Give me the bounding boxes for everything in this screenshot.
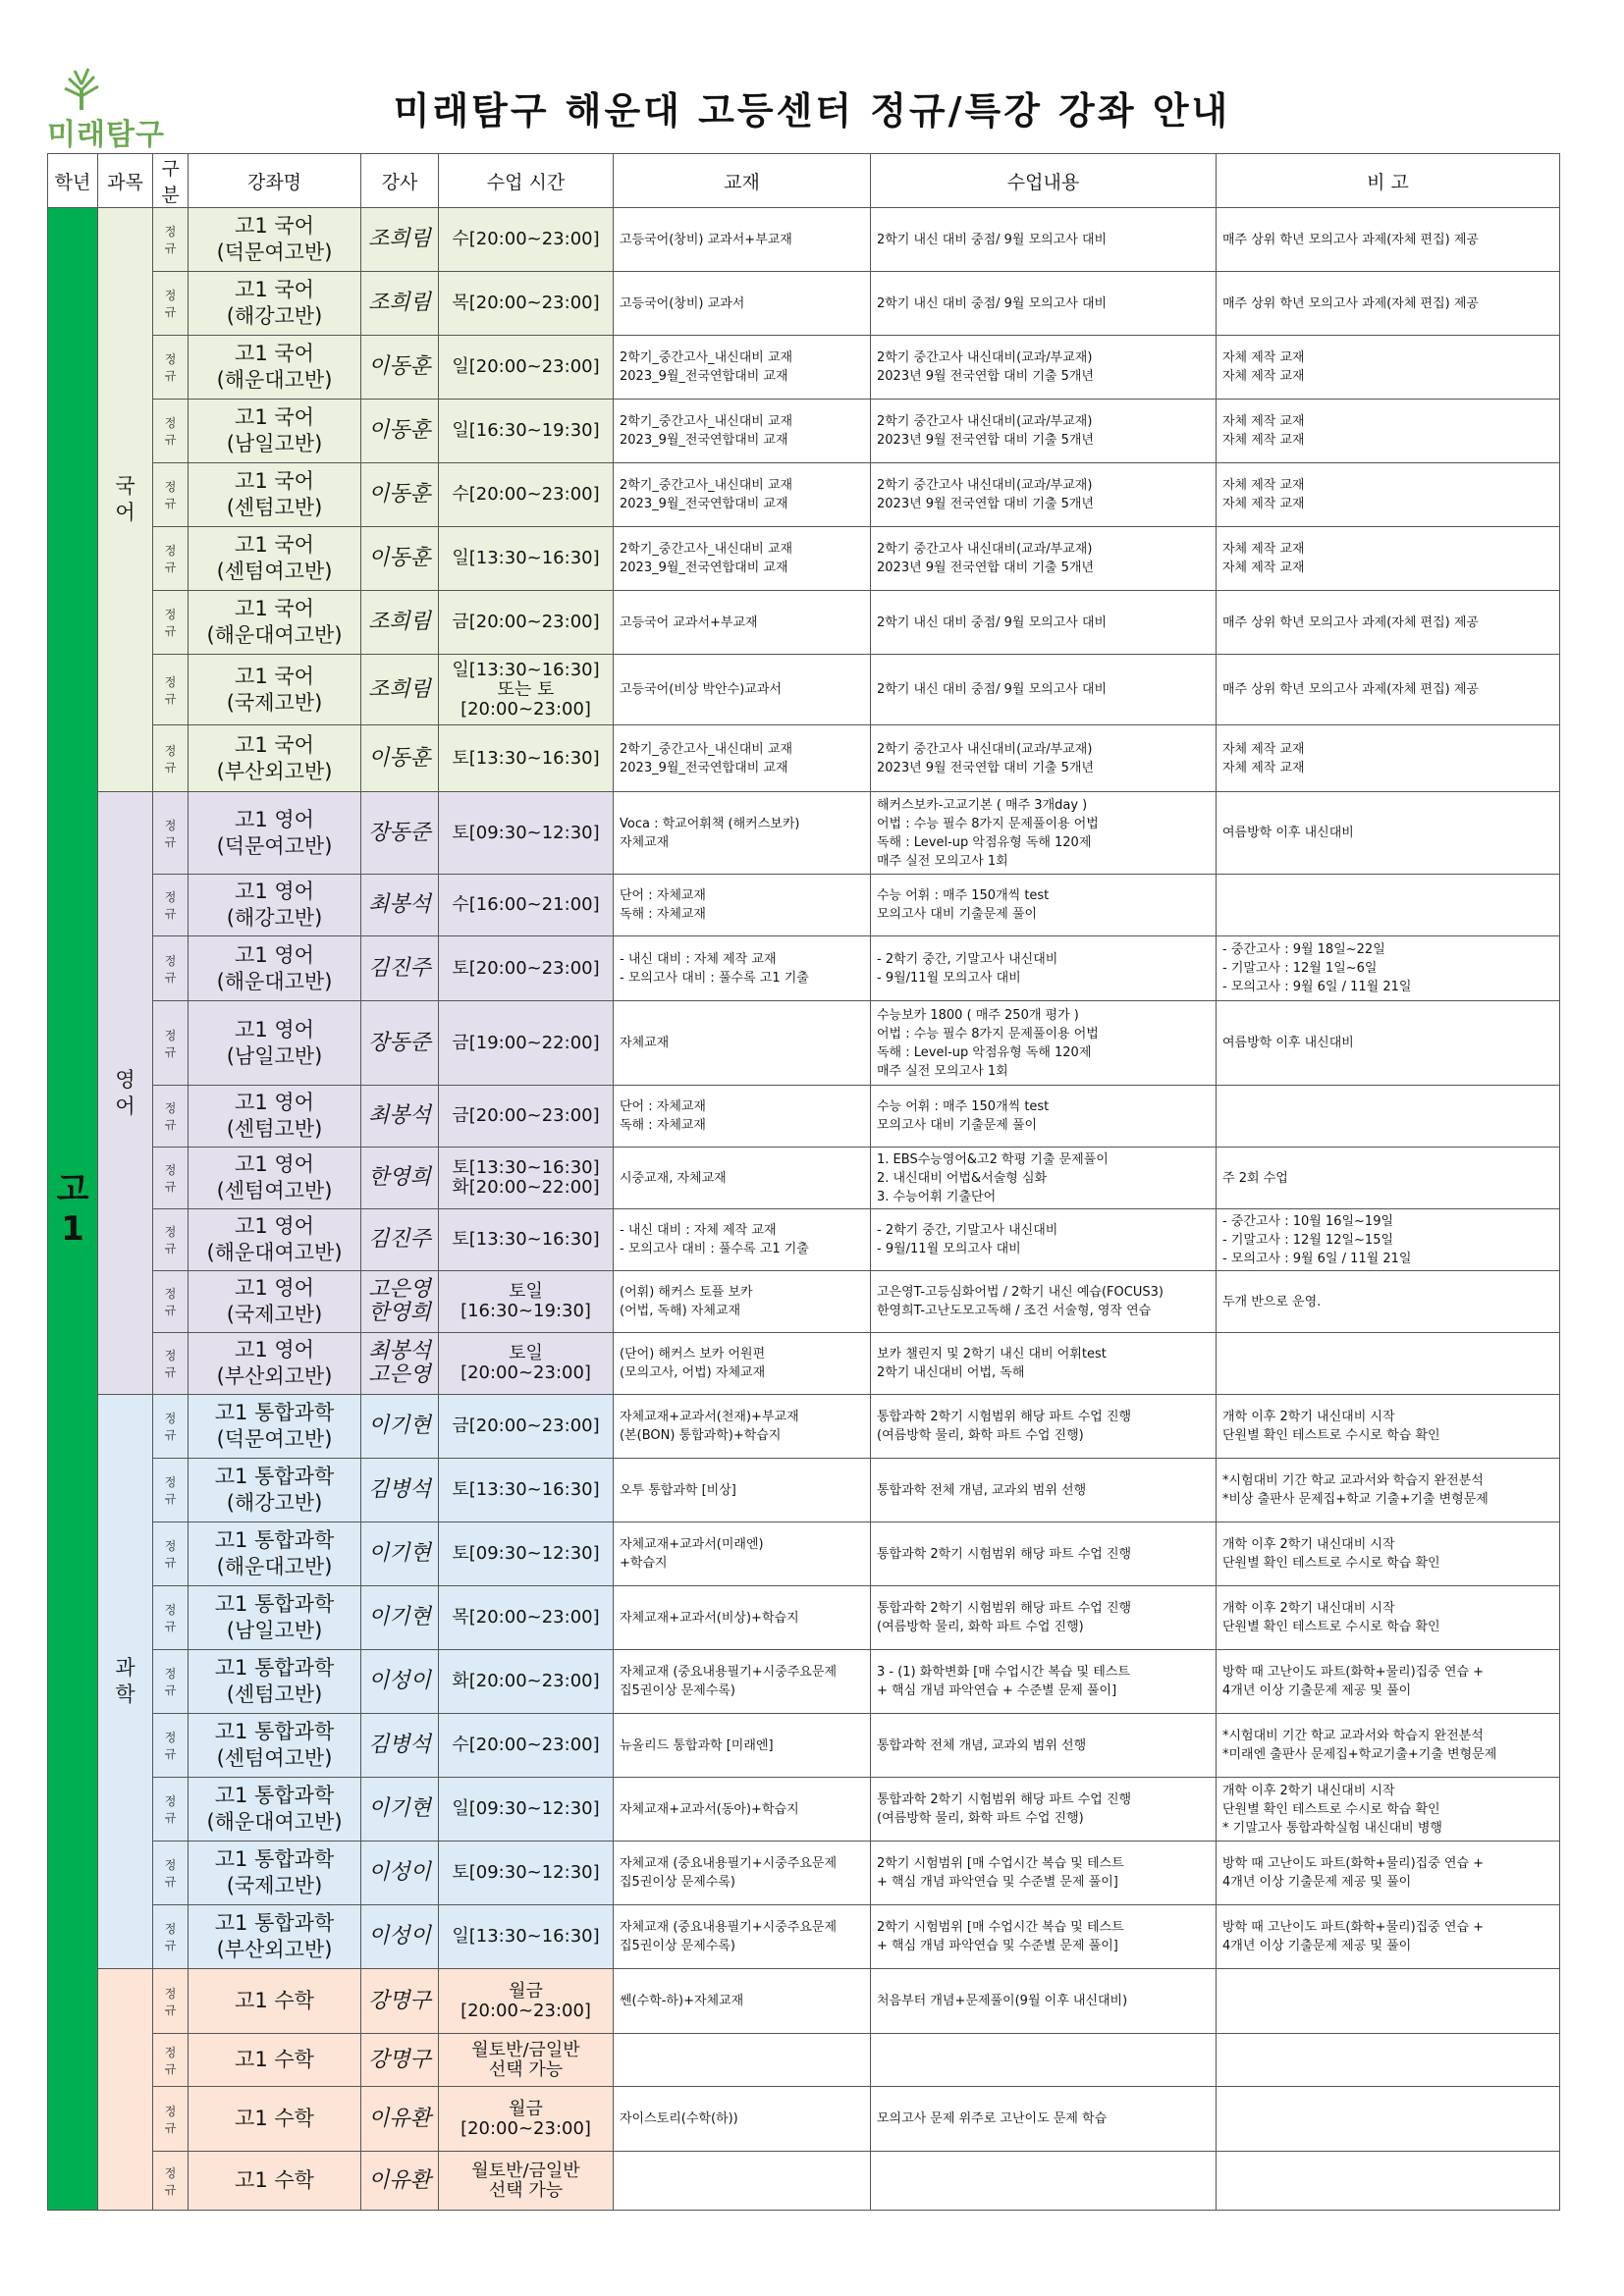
class-time: 토[13:30~16:30] bbox=[439, 725, 614, 792]
teacher-name: 장동준 bbox=[361, 1001, 439, 1086]
kind-cell: 정규 bbox=[153, 655, 189, 725]
textbook-cell: (어휘) 해커스 토플 보카 (어법, 독해) 자체교재 bbox=[614, 1271, 871, 1333]
note-cell: 자체 제작 교재 자체 제작 교재 bbox=[1217, 336, 1560, 400]
textbook-cell: 2학기_중간고사_내신대비 교재 2023_9월_전국연합대비 교재 bbox=[614, 527, 871, 591]
teacher-name: 강명구 bbox=[361, 2034, 439, 2087]
note-cell: 매주 상위 학년 모의고사 과제(자체 편집) 제공 bbox=[1217, 655, 1560, 725]
header-time: 수업 시간 bbox=[439, 154, 614, 208]
course-name: 고1 영어 (남일고반) bbox=[189, 1001, 361, 1086]
table-row bbox=[48, 655, 1560, 725]
kind-cell: 정규 bbox=[153, 2152, 189, 2211]
content-cell: 2학기 중간고사 내신대비(교과/부교재) 2023년 9월 전국연합 대비 기출 5개년 bbox=[871, 725, 1217, 792]
course-name: 고1 통합과학 (남일고반) bbox=[189, 1586, 361, 1650]
class-time: 일[13:30~16:30] bbox=[439, 1905, 614, 1969]
textbook-cell: 단어 : 자체교재 독해 : 자체교재 bbox=[614, 1086, 871, 1148]
table-row bbox=[48, 1842, 1560, 1905]
teacher-name: 이기현 bbox=[361, 1778, 439, 1842]
course-name: 고1 통합과학 (해운대여고반) bbox=[189, 1778, 361, 1842]
textbook-cell: 고등국어(창비) 교과서 bbox=[614, 272, 871, 336]
subject-cell bbox=[98, 792, 153, 1395]
kind-cell: 정규 bbox=[153, 208, 189, 272]
table-row bbox=[48, 1969, 1560, 2034]
table-row bbox=[48, 527, 1560, 591]
content-cell: 2학기 중간고사 내신대비(교과/부교재) 2023년 9월 전국연합 대비 기출 5개년 bbox=[871, 400, 1217, 463]
teacher-name: 이동훈 bbox=[361, 400, 439, 463]
content-cell: 처음부터 개념+문제풀이(9월 이후 내신대비) bbox=[871, 1969, 1217, 2034]
table-row bbox=[48, 1395, 1560, 1459]
textbook-cell: 자체교재 (중요내용필기+시중주요문제 집5권이상 문제수록) bbox=[614, 1650, 871, 1714]
class-time: 화[20:00~23:00] bbox=[439, 1650, 614, 1714]
course-name: 고1 영어 (해강고반) bbox=[189, 875, 361, 936]
teacher-name: 고은영 한영희 bbox=[361, 1271, 439, 1333]
logo-text: 미래탐구 bbox=[47, 118, 165, 152]
teacher-name: 이동훈 bbox=[361, 527, 439, 591]
subject-cell bbox=[98, 208, 153, 792]
table-row bbox=[48, 936, 1560, 1001]
class-time: 목[20:00~23:00] bbox=[439, 1586, 614, 1650]
textbook-cell: 고등국어(창비) 교과서+부교재 bbox=[614, 208, 871, 272]
note-cell: 주 2회 수업 bbox=[1217, 1148, 1560, 1209]
kind-cell: 정규 bbox=[153, 400, 189, 463]
content-cell: 2학기 시험범위 [매 수업시간 복습 및 테스트 + 핵심 개념 파악연습 및 수준별 문제 풀이] bbox=[871, 1842, 1217, 1905]
kind-cell: 정규 bbox=[153, 1148, 189, 1209]
table-row bbox=[48, 591, 1560, 655]
kind-cell: 정규 bbox=[153, 2087, 189, 2152]
table-row bbox=[48, 463, 1560, 527]
course-name: 고1 국어 (해운대여고반) bbox=[189, 591, 361, 655]
content-cell: 통합과학 2학기 시험범위 해당 파트 수업 진행 (여름방학 물리, 화학 파트 수업 진행) bbox=[871, 1586, 1217, 1650]
teacher-name: 한영희 bbox=[361, 1148, 439, 1209]
class-time: 토[09:30~12:30] bbox=[439, 1522, 614, 1586]
course-name: 고1 국어 (센텀여고반) bbox=[189, 527, 361, 591]
content-cell: 2학기 중간고사 내신대비(교과/부교재) 2023년 9월 전국연합 대비 기출 5개년 bbox=[871, 527, 1217, 591]
kind-cell: 정규 bbox=[153, 1905, 189, 1969]
teacher-name: 이기현 bbox=[361, 1586, 439, 1650]
course-name: 고1 수학 bbox=[189, 1969, 361, 2034]
course-name: 고1 영어 (센텀고반) bbox=[189, 1086, 361, 1148]
content-cell: 통합과학 전체 개념, 교과외 범위 선행 bbox=[871, 1459, 1217, 1522]
course-name: 고1 영어 (국제고반) bbox=[189, 1271, 361, 1333]
header-subject: 과목 bbox=[98, 154, 153, 208]
textbook-cell: 2학기_중간고사_내신대비 교재 2023_9월_전국연합대비 교재 bbox=[614, 725, 871, 792]
class-time: 월금[20:00~23:00] bbox=[439, 2087, 614, 2152]
class-time: 토[13:30~16:30] bbox=[439, 1459, 614, 1522]
note-cell: 자체 제작 교재 자체 제작 교재 bbox=[1217, 725, 1560, 792]
table-row bbox=[48, 875, 1560, 936]
kind-cell: 정규 bbox=[153, 1842, 189, 1905]
class-time: 일[09:30~12:30] bbox=[439, 1778, 614, 1842]
course-name: 고1 국어 (남일고반) bbox=[189, 400, 361, 463]
class-time: 수[16:00~21:00] bbox=[439, 875, 614, 936]
note-cell: 여름방학 이후 내신대비 bbox=[1217, 1001, 1560, 1086]
textbook-cell: - 내신 대비 : 자체 제작 교재 - 모의고사 대비 : 풀수록 고1 기출 bbox=[614, 936, 871, 1001]
course-name: 고1 국어 (센텀고반) bbox=[189, 463, 361, 527]
note-cell bbox=[1217, 875, 1560, 936]
kind-cell: 정규 bbox=[153, 1333, 189, 1395]
table-row bbox=[48, 1148, 1560, 1209]
subject-label: 국어 bbox=[115, 474, 135, 524]
header-teacher: 강사 bbox=[361, 154, 439, 208]
note-cell: 개학 이후 2학기 내신대비 시작 단원별 확인 테스트로 수시로 학습 확인 bbox=[1217, 1395, 1560, 1459]
teacher-name: 강명구 bbox=[361, 1969, 439, 2034]
course-name: 고1 통합과학 (센텀여고반) bbox=[189, 1714, 361, 1778]
class-time: 월토반/금일반 선택 가능 bbox=[439, 2152, 614, 2211]
table-row bbox=[48, 272, 1560, 336]
textbook-cell: 자체교재+교과서(동아)+학습지 bbox=[614, 1778, 871, 1842]
table-row bbox=[48, 792, 1560, 875]
content-cell: 수능 어휘 : 매주 150개씩 test 모의고사 대비 기출문제 풀이 bbox=[871, 875, 1217, 936]
content-cell: 2학기 내신 대비 중점/ 9월 모의고사 대비 bbox=[871, 655, 1217, 725]
course-name: 고1 수학 bbox=[189, 2034, 361, 2087]
course-name: 고1 영어 (해운대고반) bbox=[189, 936, 361, 1001]
teacher-name: 조희림 bbox=[361, 591, 439, 655]
course-name: 고1 국어 (부산외고반) bbox=[189, 725, 361, 792]
schedule-table bbox=[47, 153, 1560, 2211]
kind-cell: 정규 bbox=[153, 1778, 189, 1842]
table-row bbox=[48, 2152, 1560, 2211]
course-name: 고1 국어 (해강고반) bbox=[189, 272, 361, 336]
schedule-body bbox=[48, 208, 1560, 2211]
note-cell: 개학 이후 2학기 내신대비 시작 단원별 확인 테스트로 수시로 학습 확인 * 기말고사 통합과학실험 내신대비 병행 bbox=[1217, 1778, 1560, 1842]
table-row bbox=[48, 400, 1560, 463]
kind-cell: 정규 bbox=[153, 936, 189, 1001]
teacher-name: 장동준 bbox=[361, 792, 439, 875]
header-textbook: 교재 bbox=[614, 154, 871, 208]
kind-cell: 정규 bbox=[153, 1586, 189, 1650]
content-cell: 2학기 내신 대비 중점/ 9월 모의고사 대비 bbox=[871, 591, 1217, 655]
note-cell: 두개 반으로 운영. bbox=[1217, 1271, 1560, 1333]
kind-cell: 정규 bbox=[153, 1650, 189, 1714]
teacher-name: 김병석 bbox=[361, 1459, 439, 1522]
kind-cell: 정규 bbox=[153, 336, 189, 400]
subject-label: 과학 bbox=[115, 1656, 135, 1706]
course-name: 고1 국어 (국제고반) bbox=[189, 655, 361, 725]
table-row bbox=[48, 1086, 1560, 1148]
kind-cell: 정규 bbox=[153, 1209, 189, 1271]
grade-label: 고1 bbox=[56, 1169, 89, 1249]
class-time: 토일[20:00~23:00] bbox=[439, 1333, 614, 1395]
note-cell bbox=[1217, 1086, 1560, 1148]
note-cell bbox=[1217, 2034, 1560, 2087]
content-cell: 통합과학 2학기 시험범위 해당 파트 수업 진행 bbox=[871, 1522, 1217, 1586]
kind-cell: 정규 bbox=[153, 875, 189, 936]
note-cell: 자체 제작 교재 자체 제작 교재 bbox=[1217, 400, 1560, 463]
class-time: 금[19:00~22:00] bbox=[439, 1001, 614, 1086]
kind-cell: 정규 bbox=[153, 1714, 189, 1778]
class-time: 토[13:30~16:30] 화[20:00~22:00] bbox=[439, 1148, 614, 1209]
note-cell: 개학 이후 2학기 내신대비 시작 단원별 확인 테스트로 수시로 학습 확인 bbox=[1217, 1522, 1560, 1586]
note-cell bbox=[1217, 2152, 1560, 2211]
class-time: 월금[20:00~23:00] bbox=[439, 1969, 614, 2034]
table-row bbox=[48, 1586, 1560, 1650]
kind-cell: 정규 bbox=[153, 591, 189, 655]
teacher-name: 이성이 bbox=[361, 1842, 439, 1905]
header-course: 강좌명 bbox=[189, 154, 361, 208]
course-name: 고1 통합과학 (해강고반) bbox=[189, 1459, 361, 1522]
textbook-cell: 자체교재+교과서(미래엔) +학습지 bbox=[614, 1522, 871, 1586]
content-cell: - 2학기 중간, 기말고사 내신대비 - 9월/11월 모의고사 대비 bbox=[871, 1209, 1217, 1271]
table-row bbox=[48, 1778, 1560, 1842]
class-time: 토[09:30~12:30] bbox=[439, 1842, 614, 1905]
content-cell: 통합과학 2학기 시험범위 해당 파트 수업 진행 (여름방학 물리, 화학 파트 수업 진행) bbox=[871, 1395, 1217, 1459]
textbook-cell: 자체교재 (중요내용필기+시중주요문제 집5권이상 문제수록) bbox=[614, 1905, 871, 1969]
header-row bbox=[48, 154, 1560, 208]
course-name: 고1 통합과학 (부산외고반) bbox=[189, 1905, 361, 1969]
teacher-name: 최봉석 고은영 bbox=[361, 1333, 439, 1395]
content-cell: 통합과학 2학기 시험범위 해당 파트 수업 진행 (여름방학 물리, 화학 파트 수업 진행) bbox=[871, 1778, 1217, 1842]
content-cell bbox=[871, 2034, 1217, 2087]
course-name: 고1 영어 (덕문여고반) bbox=[189, 792, 361, 875]
course-name: 고1 영어 (해운대여고반) bbox=[189, 1209, 361, 1271]
textbook-cell: 고등국어 교과서+부교재 bbox=[614, 591, 871, 655]
note-cell: 매주 상위 학년 모의고사 과제(자체 편집) 제공 bbox=[1217, 591, 1560, 655]
subject-cell bbox=[98, 1395, 153, 1969]
content-cell bbox=[871, 2152, 1217, 2211]
textbook-cell: 2학기_중간고사_내신대비 교재 2023_9월_전국연합대비 교재 bbox=[614, 400, 871, 463]
textbook-cell: 2학기_중간고사_내신대비 교재 2023_9월_전국연합대비 교재 bbox=[614, 336, 871, 400]
subject-cell bbox=[98, 1969, 153, 2211]
note-cell bbox=[1217, 1969, 1560, 2034]
note-cell: - 중간고사 : 10월 16일~19일 - 기말고사 : 12월 12일~15일 - 모의고사 : 9월 6일 / 11월 21일 bbox=[1217, 1209, 1560, 1271]
kind-cell: 정규 bbox=[153, 792, 189, 875]
teacher-name: 조희림 bbox=[361, 272, 439, 336]
table-row bbox=[48, 1001, 1560, 1086]
textbook-cell: (단어) 해커스 보카 어원편 (모의고사, 어법) 자체교재 bbox=[614, 1333, 871, 1395]
table-row bbox=[48, 2087, 1560, 2152]
textbook-cell: - 내신 대비 : 자체 제작 교재 - 모의고사 대비 : 풀수록 고1 기출 bbox=[614, 1209, 871, 1271]
note-cell: 매주 상위 학년 모의고사 과제(자체 편집) 제공 bbox=[1217, 208, 1560, 272]
textbook-cell: Voca : 학교어휘책 (해커스보카) 자체교재 bbox=[614, 792, 871, 875]
textbook-cell: 자체교재 bbox=[614, 1001, 871, 1086]
content-cell: 1. EBS수능영어&고2 학평 기출 문제풀이 2. 내신대비 어법&서술형 심화 3. 수능어휘 기출단어 bbox=[871, 1148, 1217, 1209]
course-name: 고1 수학 bbox=[189, 2152, 361, 2211]
class-time: 토일[16:30~19:30] bbox=[439, 1271, 614, 1333]
course-name: 고1 통합과학 (덕문여고반) bbox=[189, 1395, 361, 1459]
table-row bbox=[48, 1333, 1560, 1395]
textbook-cell: 2학기_중간고사_내신대비 교재 2023_9월_전국연합대비 교재 bbox=[614, 463, 871, 527]
class-time: 수[20:00~23:00] bbox=[439, 1714, 614, 1778]
class-time: 목[20:00~23:00] bbox=[439, 272, 614, 336]
content-cell: 2학기 내신 대비 중점/ 9월 모의고사 대비 bbox=[871, 208, 1217, 272]
teacher-name: 최봉석 bbox=[361, 875, 439, 936]
content-cell: 2학기 중간고사 내신대비(교과/부교재) 2023년 9월 전국연합 대비 기출 5개년 bbox=[871, 463, 1217, 527]
class-time: 일[13:30~16:30] bbox=[439, 527, 614, 591]
teacher-name: 이동훈 bbox=[361, 463, 439, 527]
textbook-cell: 자체교재+교과서(비상)+학습지 bbox=[614, 1586, 871, 1650]
note-cell: 자체 제작 교재 자체 제작 교재 bbox=[1217, 527, 1560, 591]
note-cell bbox=[1217, 1333, 1560, 1395]
textbook-cell: 자체교재 (중요내용필기+시중주요문제 집5권이상 문제수록) bbox=[614, 1842, 871, 1905]
course-name: 고1 통합과학 (해운대고반) bbox=[189, 1522, 361, 1586]
course-name: 고1 영어 (부산외고반) bbox=[189, 1333, 361, 1395]
note-cell: 방학 때 고난이도 파트(화학+물리)집중 연습 + 4개년 이상 기출문제 제공 및 풀이 bbox=[1217, 1905, 1560, 1969]
content-cell: 수능 어휘 : 매주 150개씩 test 모의고사 대비 기출문제 풀이 bbox=[871, 1086, 1217, 1148]
page-title: 미래탐구 해운대 고등센터 정규/특강 강좌 안내 bbox=[393, 89, 1231, 133]
table-row bbox=[48, 208, 1560, 272]
content-cell: 수능보카 1800 ( 매주 250개 평가 ) 어법 : 수능 필수 8가지 문제풀이용 어법 독해 : Level-up 악점유형 독해 120제 매주 실전 모의고사 1회 bbox=[871, 1001, 1217, 1086]
kind-cell: 정규 bbox=[153, 2034, 189, 2087]
table-row bbox=[48, 336, 1560, 400]
table-row bbox=[48, 1714, 1560, 1778]
teacher-name: 조희림 bbox=[361, 655, 439, 725]
textbook-cell: 쎈(수학-하)+자체교재 bbox=[614, 1969, 871, 2034]
teacher-name: 김진주 bbox=[361, 1209, 439, 1271]
class-time: 수[20:00~23:00] bbox=[439, 208, 614, 272]
table-row bbox=[48, 1459, 1560, 1522]
note-cell: - 중간고사 : 9월 18일~22일 - 기말고사 : 12월 1일~6일 - 모의고사 : 9월 6일 / 11월 21일 bbox=[1217, 936, 1560, 1001]
content-cell: - 2학기 중간, 기말고사 내신대비 - 9월/11월 모의고사 대비 bbox=[871, 936, 1217, 1001]
textbook-cell: 뉴올리드 통합과학 [미래엔] bbox=[614, 1714, 871, 1778]
teacher-name: 이기현 bbox=[361, 1522, 439, 1586]
note-cell: 개학 이후 2학기 내신대비 시작 단원별 확인 테스트로 수시로 학습 확인 bbox=[1217, 1586, 1560, 1650]
class-time: 일[13:30~16:30] 또는 토[20:00~23:00] bbox=[439, 655, 614, 725]
content-cell: 모의고사 문제 위주로 고난이도 문제 학습 bbox=[871, 2087, 1217, 2152]
class-time: 토[09:30~12:30] bbox=[439, 792, 614, 875]
table-row bbox=[48, 2034, 1560, 2087]
header-content: 수업내용 bbox=[871, 154, 1217, 208]
content-cell: 통합과학 전체 개념, 교과외 범위 선행 bbox=[871, 1714, 1217, 1778]
teacher-name: 김병석 bbox=[361, 1714, 439, 1778]
content-cell: 3 - (1) 화학변화 [매 수업시간 복습 및 테스트 + 핵심 개념 파악연습 + 수준별 문제 풀이] bbox=[871, 1650, 1217, 1714]
textbook-cell: 고등국어(비상 박안수)교과서 bbox=[614, 655, 871, 725]
teacher-name: 이기현 bbox=[361, 1395, 439, 1459]
kind-cell: 정규 bbox=[153, 1459, 189, 1522]
note-cell: 방학 때 고난이도 파트(화학+물리)집중 연습 + 4개년 이상 기출문제 제공 및 풀이 bbox=[1217, 1842, 1560, 1905]
table-row bbox=[48, 725, 1560, 792]
teacher-name: 이성이 bbox=[361, 1905, 439, 1969]
note-cell bbox=[1217, 2087, 1560, 2152]
textbook-cell: 오투 통합과학 [비상] bbox=[614, 1459, 871, 1522]
course-name: 고1 통합과학 (센텀고반) bbox=[189, 1650, 361, 1714]
class-time: 일[20:00~23:00] bbox=[439, 336, 614, 400]
teacher-name: 이유환 bbox=[361, 2087, 439, 2152]
teacher-name: 김진주 bbox=[361, 936, 439, 1001]
kind-cell: 정규 bbox=[153, 725, 189, 792]
class-time: 토[20:00~23:00] bbox=[439, 936, 614, 1001]
kind-cell: 정규 bbox=[153, 1522, 189, 1586]
note-cell: *시험대비 기간 학교 교과서와 학습지 완전분석 *비상 출판사 문제집+학교 기출+기출 변형문제 bbox=[1217, 1459, 1560, 1522]
course-name: 고1 영어 (센텀여고반) bbox=[189, 1148, 361, 1209]
table-row bbox=[48, 1905, 1560, 1969]
class-time: 금[20:00~23:00] bbox=[439, 591, 614, 655]
content-cell: 고은영T-고등심화어법 / 2학기 내신 예습(FOCUS3) 한영희T-고난도모고독해 / 조건 서술형, 영작 연습 bbox=[871, 1271, 1217, 1333]
course-name: 고1 국어 (해운대고반) bbox=[189, 336, 361, 400]
course-name: 고1 통합과학 (국제고반) bbox=[189, 1842, 361, 1905]
content-cell: 해커스보카-고교기본 ( 매주 3개day ) 어법 : 수능 필수 8가지 문제풀이용 어법 독해 : Level-up 악점유형 독해 120제 매주 실전 모의고사 1회 bbox=[871, 792, 1217, 875]
class-time: 금[20:00~23:00] bbox=[439, 1395, 614, 1459]
note-cell: 여름방학 이후 내신대비 bbox=[1217, 792, 1560, 875]
kind-cell: 정규 bbox=[153, 463, 189, 527]
teacher-name: 최봉석 bbox=[361, 1086, 439, 1148]
class-time: 일[16:30~19:30] bbox=[439, 400, 614, 463]
note-cell: 자체 제작 교재 자체 제작 교재 bbox=[1217, 463, 1560, 527]
textbook-cell bbox=[614, 2152, 871, 2211]
content-cell: 보카 챌린지 및 2학기 내신 대비 어휘test 2학기 내신대비 어법, 독해 bbox=[871, 1333, 1217, 1395]
table-row bbox=[48, 1209, 1560, 1271]
header-note: 비 고 bbox=[1217, 154, 1560, 208]
note-cell: *시험대비 기간 학교 교과서와 학습지 완전분석 *미래엔 출판사 문제집+학교기출+기출 변형문제 bbox=[1217, 1714, 1560, 1778]
teacher-name: 조희림 bbox=[361, 208, 439, 272]
teacher-name: 이성이 bbox=[361, 1650, 439, 1714]
course-name: 고1 국어 (덕문여고반) bbox=[189, 208, 361, 272]
class-time: 금[20:00~23:00] bbox=[439, 1086, 614, 1148]
kind-cell: 정규 bbox=[153, 1271, 189, 1333]
teacher-name: 이동훈 bbox=[361, 725, 439, 792]
note-cell: 매주 상위 학년 모의고사 과제(자체 편집) 제공 bbox=[1217, 272, 1560, 336]
content-cell: 2학기 중간고사 내신대비(교과/부교재) 2023년 9월 전국연합 대비 기출 5개년 bbox=[871, 336, 1217, 400]
kind-cell: 정규 bbox=[153, 1086, 189, 1148]
teacher-name: 이유환 bbox=[361, 2152, 439, 2211]
textbook-cell: 단어 : 자체교재 독해 : 자체교재 bbox=[614, 875, 871, 936]
class-time: 수[20:00~23:00] bbox=[439, 463, 614, 527]
note-cell: 방학 때 고난이도 파트(화학+물리)집중 연습 + 4개년 이상 기출문제 제공 및 풀이 bbox=[1217, 1650, 1560, 1714]
textbook-cell: 시중교재, 자체교재 bbox=[614, 1148, 871, 1209]
grade-cell bbox=[48, 208, 98, 2211]
table-row bbox=[48, 1271, 1560, 1333]
textbook-cell: 자이스토리(수학(하)) bbox=[614, 2087, 871, 2152]
textbook-cell bbox=[614, 2034, 871, 2087]
textbook-cell: 자체교재+교과서(천재)+부교재 (본(BON) 통합과학)+학습지 bbox=[614, 1395, 871, 1459]
class-time: 월토반/금일반 선택 가능 bbox=[439, 2034, 614, 2087]
kind-cell: 정규 bbox=[153, 1001, 189, 1086]
table-row bbox=[48, 1522, 1560, 1586]
kind-cell: 정규 bbox=[153, 272, 189, 336]
content-cell: 2학기 내신 대비 중점/ 9월 모의고사 대비 bbox=[871, 272, 1217, 336]
header-kind: 구분 bbox=[153, 154, 189, 208]
kind-cell: 정규 bbox=[153, 1969, 189, 2034]
kind-cell: 정규 bbox=[153, 527, 189, 591]
kind-cell: 정규 bbox=[153, 1395, 189, 1459]
content-cell: 2학기 시험범위 [매 수업시간 복습 및 테스트 + 핵심 개념 파악연습 및 수준별 문제 풀이] bbox=[871, 1905, 1217, 1969]
header-grade: 학년 bbox=[48, 154, 98, 208]
teacher-name: 이동훈 bbox=[361, 336, 439, 400]
table-row bbox=[48, 1650, 1560, 1714]
class-time: 토[13:30~16:30] bbox=[439, 1209, 614, 1271]
subject-label: 영어 bbox=[115, 1067, 135, 1118]
course-name: 고1 수학 bbox=[189, 2087, 361, 2152]
